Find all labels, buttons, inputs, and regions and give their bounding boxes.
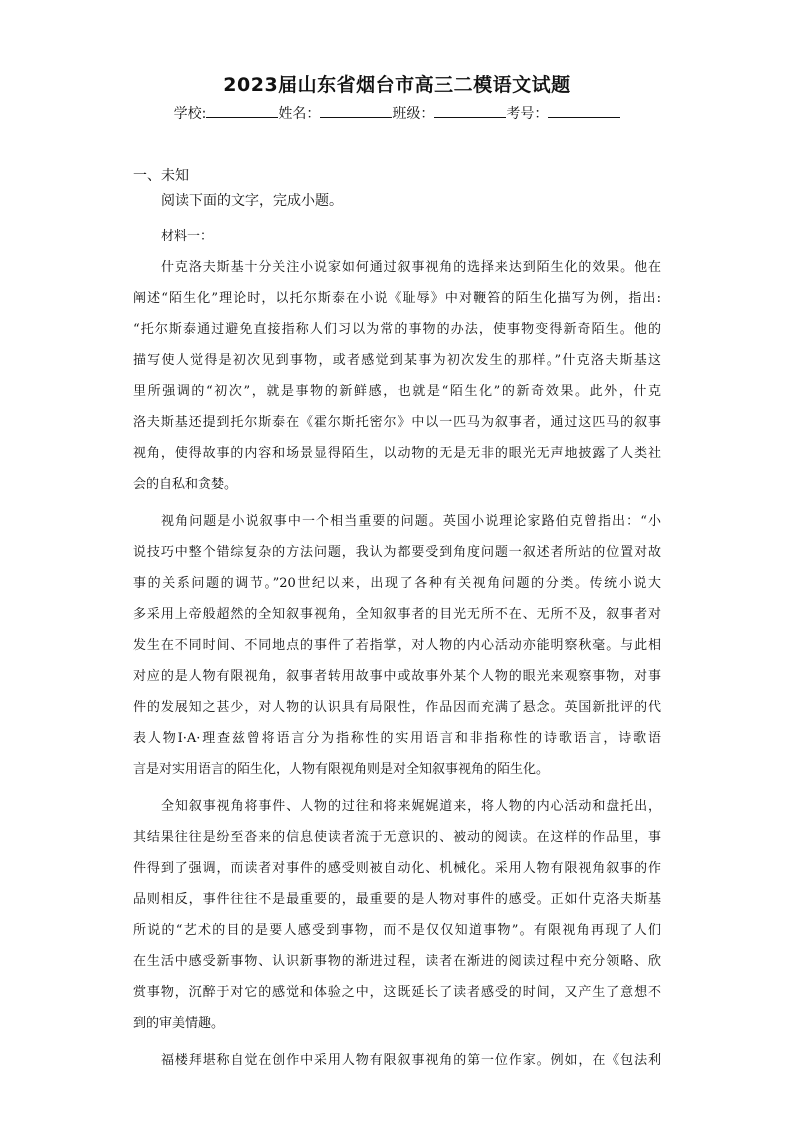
- passage-line: 说技巧中整个错综复杂的方法问题，我认为都要受到角度问题一叙述者所站的位置对故: [133, 545, 661, 560]
- school-blank[interactable]: [206, 105, 278, 118]
- passage-line: 在生活中感受新事物、认识新事物的渐进过程，读者在渐进的阅读过程中充分领略、欣: [133, 954, 661, 969]
- section-heading: 一、未知: [133, 168, 189, 184]
- passage-paragraph: [133, 506, 661, 785]
- name-label: 姓名：: [278, 106, 321, 122]
- passage-line: 视角，使得故事的内容和场景显得陌生，以动物的无是无非的眼光无声地披露了人类社: [133, 446, 661, 461]
- passage-line: 描写使人觉得是初次见到事物，或者感觉到某事为初次发生的那样。”什克洛夫斯基这: [133, 353, 661, 368]
- passage-line: 对应的是人物有限视角，叙事者转用故事中或故事外某个人物的眼光来观察事物，对事: [133, 669, 661, 684]
- passage-line: 什克洛夫斯基十分关注小说家如何通过叙事视角的选择来达到陌生化的效果。他在: [161, 260, 661, 275]
- student-info-row: [0, 103, 794, 123]
- passage-line: 福楼拜堪称自觉在创作中采用人物有限叙事视角的第一位作家。例如，在《包法利: [161, 1053, 661, 1068]
- passage-line: 视角问题是小说叙事中一个相当重要的问题。英国小说理论家路伯克曾指出：“小: [161, 514, 661, 529]
- material-label: 材料一：: [161, 229, 214, 244]
- passage-paragraph: [133, 1045, 661, 1076]
- passage-line: 事的关系问题的调节。”20世纪以来，出现了各种有关视角问题的分类。传统小说大: [133, 576, 661, 591]
- passage-line: “托尔斯泰通过避免直接指称人们习以为常的事物的办法，使事物变得新奇陌生。他的: [133, 322, 661, 337]
- passage-line: 洛夫斯基还提到托尔斯泰在《霍尔斯托密尔》中以一匹马为叙事者，通过这匹马的叙事: [133, 415, 661, 430]
- passage-paragraph: [133, 791, 661, 1039]
- passage-line: 里所强调的“初次”，就是事物的新鲜感，也就是“陌生化”的新奇效果。此外，什克: [133, 384, 661, 399]
- passage-line: 多采用上帝般超然的全知叙事视角，全知叙事者的目光无所不在、无所不及，叙事者对: [133, 607, 661, 622]
- passage-line: 件得到了强调，而读者对事件的感受则被自动化、机械化。采用人物有限视角叙事的作: [133, 861, 661, 876]
- passage-paragraph: [133, 252, 661, 500]
- passage-line: 赏事物，沉醉于对它的感觉和体验之中，这既延长了读者感受的时间，又产生了意想不: [133, 985, 661, 1000]
- exam-number-blank[interactable]: [548, 105, 620, 118]
- name-blank[interactable]: [320, 105, 392, 118]
- passage-line: 发生在不同时间、不同地点的事件了若指掌，对人物的内心活动亦能明察秋毫。与此相: [133, 638, 661, 653]
- page-title: 2023届山东省烟台市高三二模语文试题: [223, 74, 571, 96]
- school-label: 学校:: [173, 106, 207, 122]
- class-label: 班级：: [392, 106, 435, 122]
- passage-line: 全知叙事视角将事件、人物的过往和将来娓娓道来，将人物的内心活动和盘托出，: [161, 799, 661, 814]
- exam-number-label: 考号：: [506, 106, 549, 122]
- passage-line: 到的审美情趣。: [133, 1016, 225, 1031]
- passage-line: 所说的“艺术的目的是要人感受到事物，而不是仅仅知道事物”。有限视角再现了人们: [133, 923, 661, 938]
- passage-line: 言是对实用语言的陌生化，人物有限视角则是对全知叙事视角的陌生化。: [133, 762, 550, 777]
- passage-line: 品则相反，事件往往不是最重要的，最重要的是人物对事件的感受。正如什克洛夫斯基: [133, 892, 661, 907]
- passage-line: 阐述“陌生化”理论时，以托尔斯泰在小说《耻辱》中对鞭笞的陌生化描写为例，指出:: [133, 291, 661, 306]
- passage-line: 表人物I·A·理查兹曾将语言分为指称性的实用语言和非指称性的诗歌语言，诗歌语: [133, 731, 661, 746]
- passage-line: 其结果往往是纷至沓来的信息使读者流于无意识的、被动的阅读。在这样的作品里，事: [133, 830, 661, 845]
- instruction-text: 阅读下面的文字，完成小题。: [161, 193, 343, 209]
- passage-line: 件的发展知之甚少，对人物的认识具有局限性，作品因而充满了悬念。英国新批评的代: [133, 700, 661, 715]
- passage-line: 会的自私和贪婪。: [133, 477, 238, 492]
- class-blank[interactable]: [434, 105, 506, 118]
- reading-passage: [133, 252, 661, 1082]
